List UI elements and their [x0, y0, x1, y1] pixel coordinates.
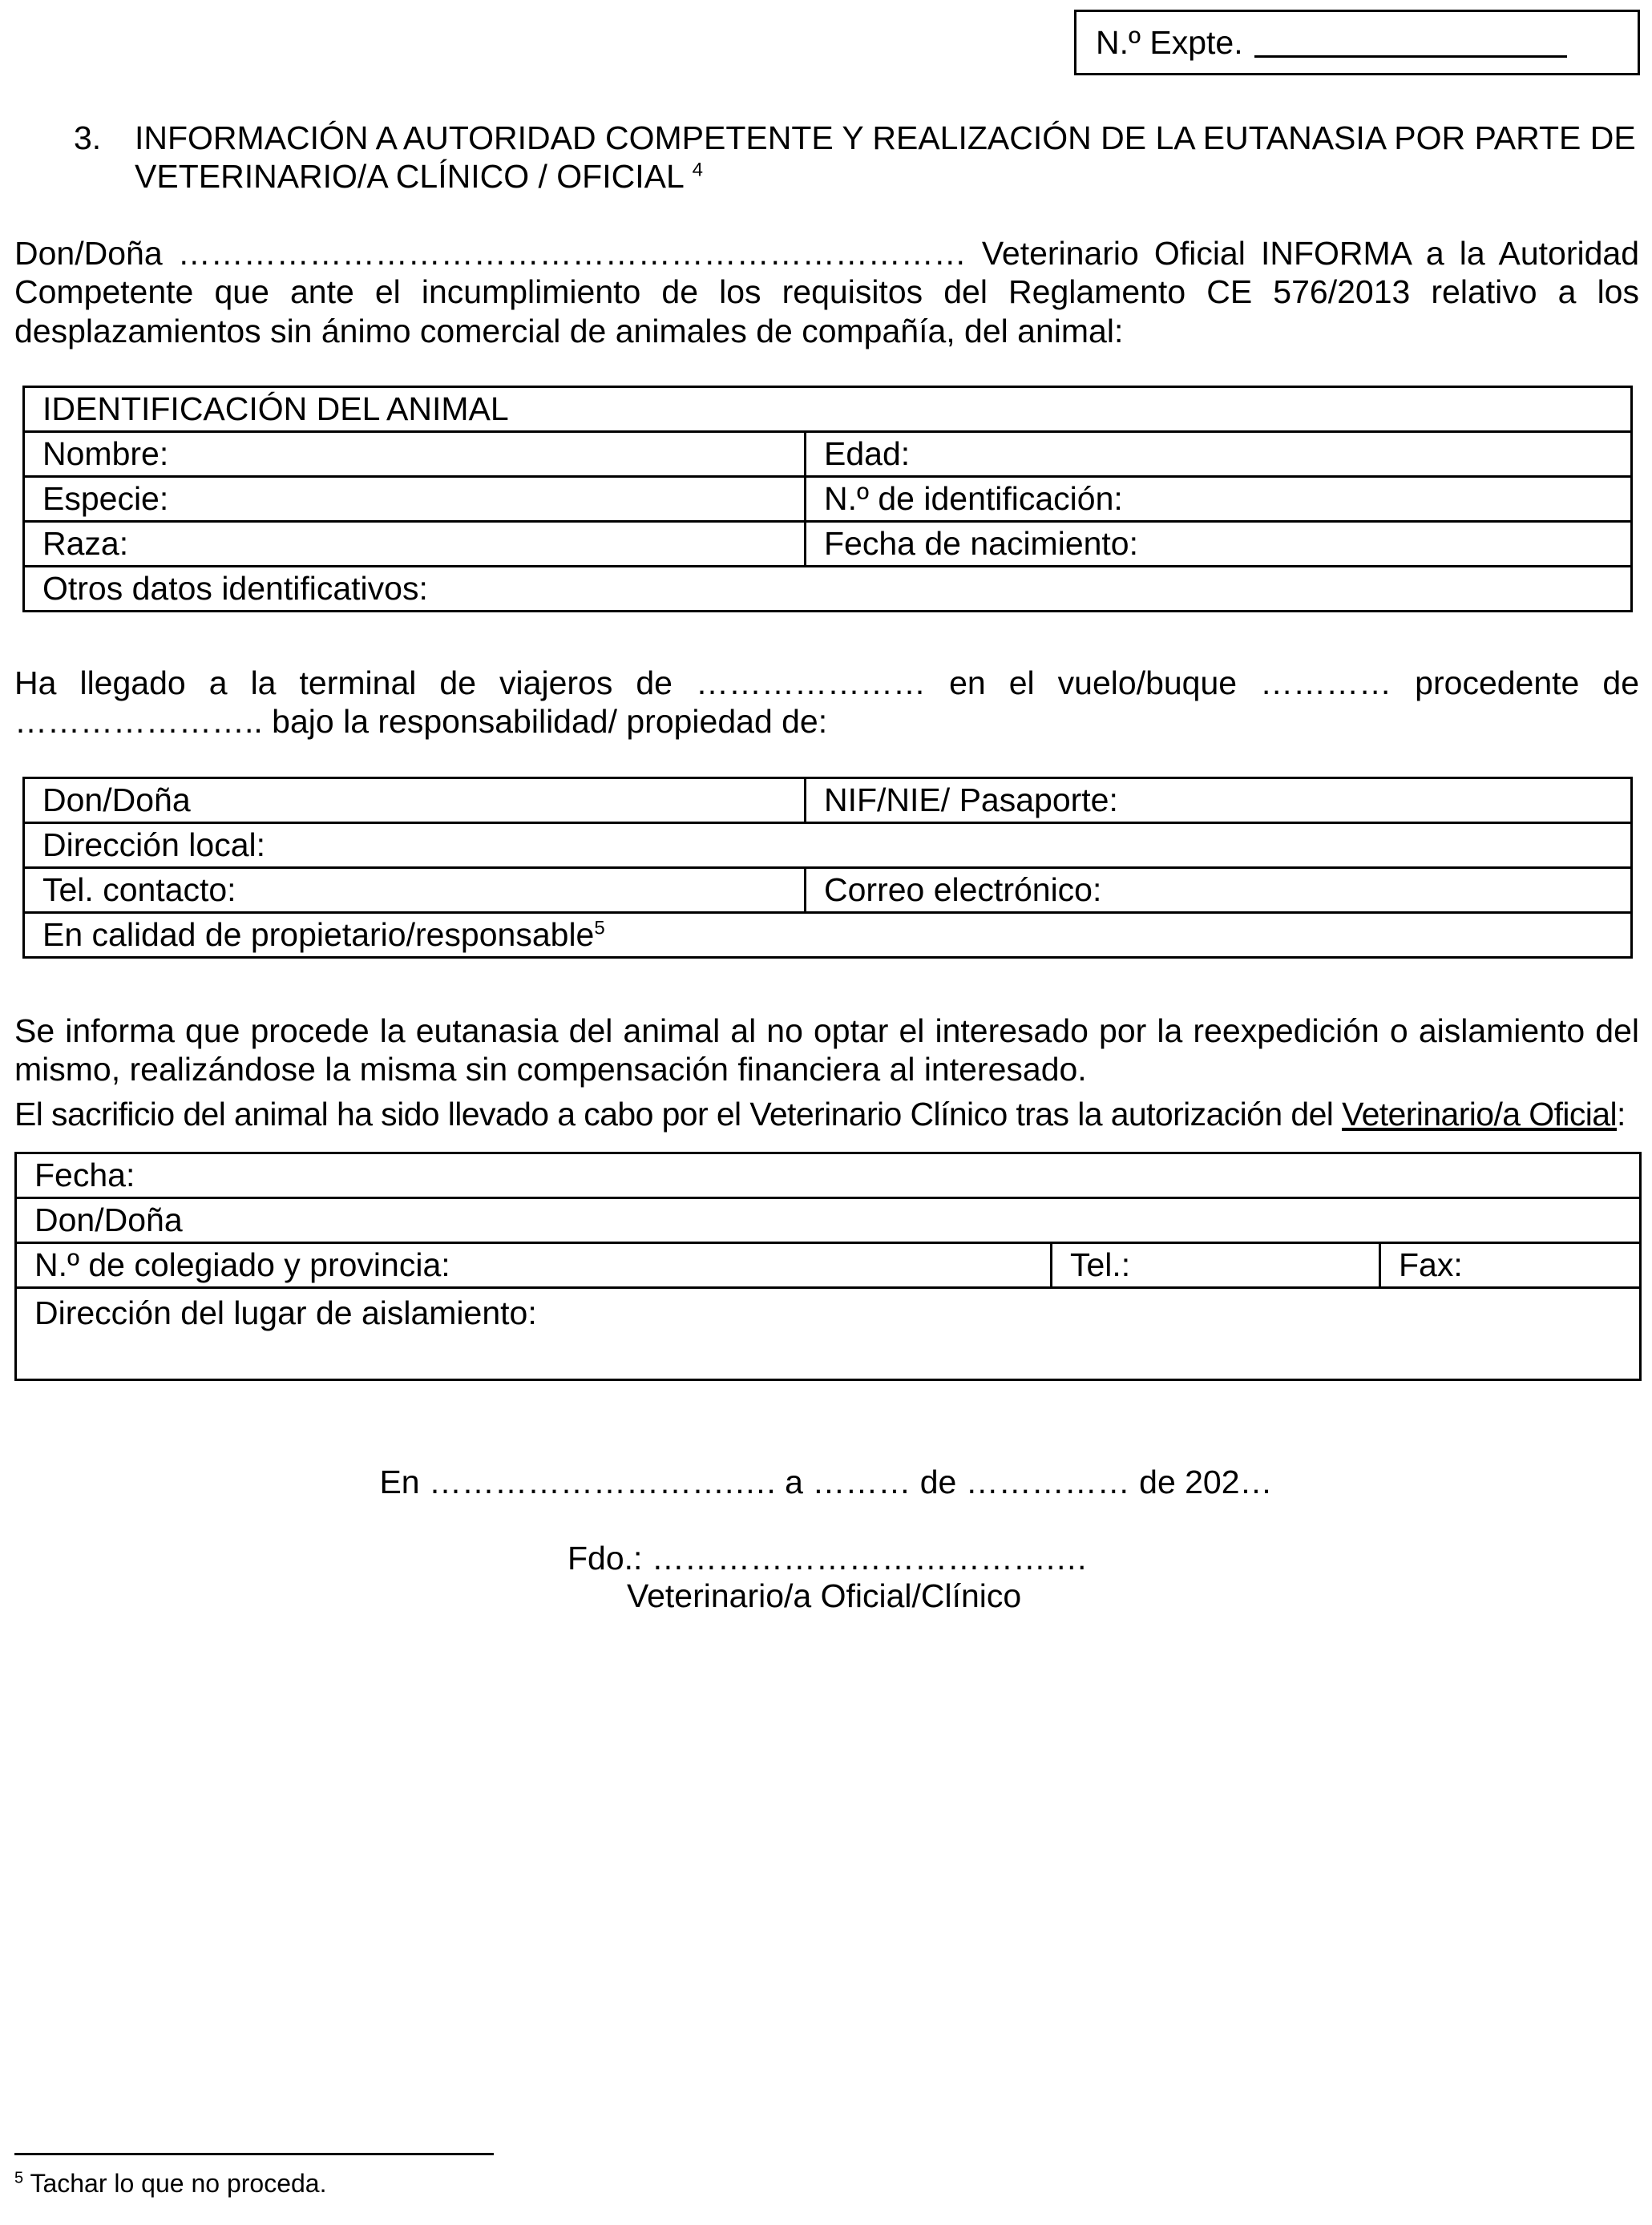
- owner-capacity-label: En calidad de propietario/responsable: [42, 916, 595, 954]
- intro-paragraph: Don/Doña ……………………………………………………………… Veterinario Oficial INFORMA a la Autoridad Competente que ante el incumplimiento de los requisitos del Reglamento CE 576/2013 relativo a los desplazamientos sin ánimo comercial de animales de compañía, del animal:: [14, 235, 1639, 349]
- section-heading: [74, 119, 1637, 196]
- animal-species-field[interactable]: Especie:: [24, 477, 806, 522]
- sacrifice-text: El sacrificio del animal ha sido llevado a cabo por el Veterinario Clínico tras la autorización del: [14, 1096, 1343, 1133]
- animal-id-number-field[interactable]: N.º de identificación:: [806, 477, 1632, 522]
- signer-role: Veterinario/a Oficial/Clínico: [627, 1577, 1022, 1614]
- footnote: [14, 2169, 326, 2199]
- animal-other-data-field[interactable]: Otros datos identificativos:: [24, 567, 1632, 612]
- animal-identification-table: [22, 386, 1633, 612]
- section-title-footnote-ref: 4: [692, 159, 703, 181]
- isolation-address-field[interactable]: Dirección del lugar de aislamiento:: [16, 1288, 1641, 1380]
- animal-age-field[interactable]: Edad:: [806, 432, 1632, 477]
- owner-table: [22, 777, 1633, 959]
- animal-birth-date-field[interactable]: Fecha de nacimiento:: [806, 522, 1632, 567]
- expediente-label: N.º Expte.: [1096, 23, 1243, 61]
- owner-document-field[interactable]: NIF/NIE/ Pasaporte:: [806, 778, 1632, 823]
- signature-line: Fdo.: ……………………………….…: [567, 1540, 1089, 1577]
- expediente-field[interactable]: [1254, 28, 1567, 58]
- vet-name-field[interactable]: Don/Doña: [16, 1198, 1641, 1243]
- owner-capacity-field[interactable]: [24, 913, 1632, 958]
- owner-local-address-field[interactable]: Dirección local:: [24, 823, 1632, 868]
- owner-capacity-footnote-ref: 5: [594, 917, 605, 939]
- owner-email-field[interactable]: Correo electrónico:: [806, 868, 1632, 913]
- animal-breed-field[interactable]: Raza:: [24, 522, 806, 567]
- section-number: 3.: [74, 119, 102, 156]
- vet-phone-field[interactable]: Tel.:: [1052, 1243, 1380, 1288]
- animal-name-field[interactable]: Nombre:: [24, 432, 806, 477]
- sacrifice-colon: :: [1617, 1096, 1626, 1133]
- vet-fax-field[interactable]: Fax:: [1380, 1243, 1641, 1288]
- owner-phone-field[interactable]: Tel. contacto:: [24, 868, 806, 913]
- footnote-number: 5: [14, 2169, 24, 2187]
- section-title: [135, 119, 1637, 196]
- animal-table-header: IDENTIFICACIÓN DEL ANIMAL: [24, 387, 1632, 432]
- travel-paragraph: Ha llegado a la terminal de viajeros de ………………… en el vuelo/buque ………… procedente de ………………….. bajo la responsabilidad/ propiedad de:: [14, 664, 1639, 741]
- place-date-line: En ……………………….…. a ……… de …………… de 202…: [379, 1464, 1273, 1500]
- footnote-divider: [14, 2153, 494, 2155]
- vet-registration-field[interactable]: N.º de colegiado y provincia:: [16, 1243, 1052, 1288]
- vet-date-field[interactable]: Fecha:: [16, 1153, 1641, 1198]
- vet-table: [14, 1152, 1642, 1381]
- sacrifice-paragraph: [14, 1095, 1639, 1133]
- owner-name-field[interactable]: Don/Doña: [24, 778, 806, 823]
- official-vet-underlined: Veterinario/a Oficial: [1342, 1096, 1617, 1133]
- section-title-text: INFORMACIÓN A AUTORIDAD COMPETENTE Y REALIZACIÓN DE LA EUTANASIA POR PARTE DE VETERINARIO/A CLÍNICO / OFICIAL: [135, 119, 1636, 196]
- expediente-box: [1074, 10, 1640, 75]
- euthanasia-paragraph: Se informa que procede la eutanasia del animal al no optar el interesado por la reexpedición o aislamiento del mismo, realizándose la misma sin compensación financiera al interesado.: [14, 1012, 1639, 1088]
- footnote-text: Tachar lo que no proceda.: [30, 2169, 327, 2198]
